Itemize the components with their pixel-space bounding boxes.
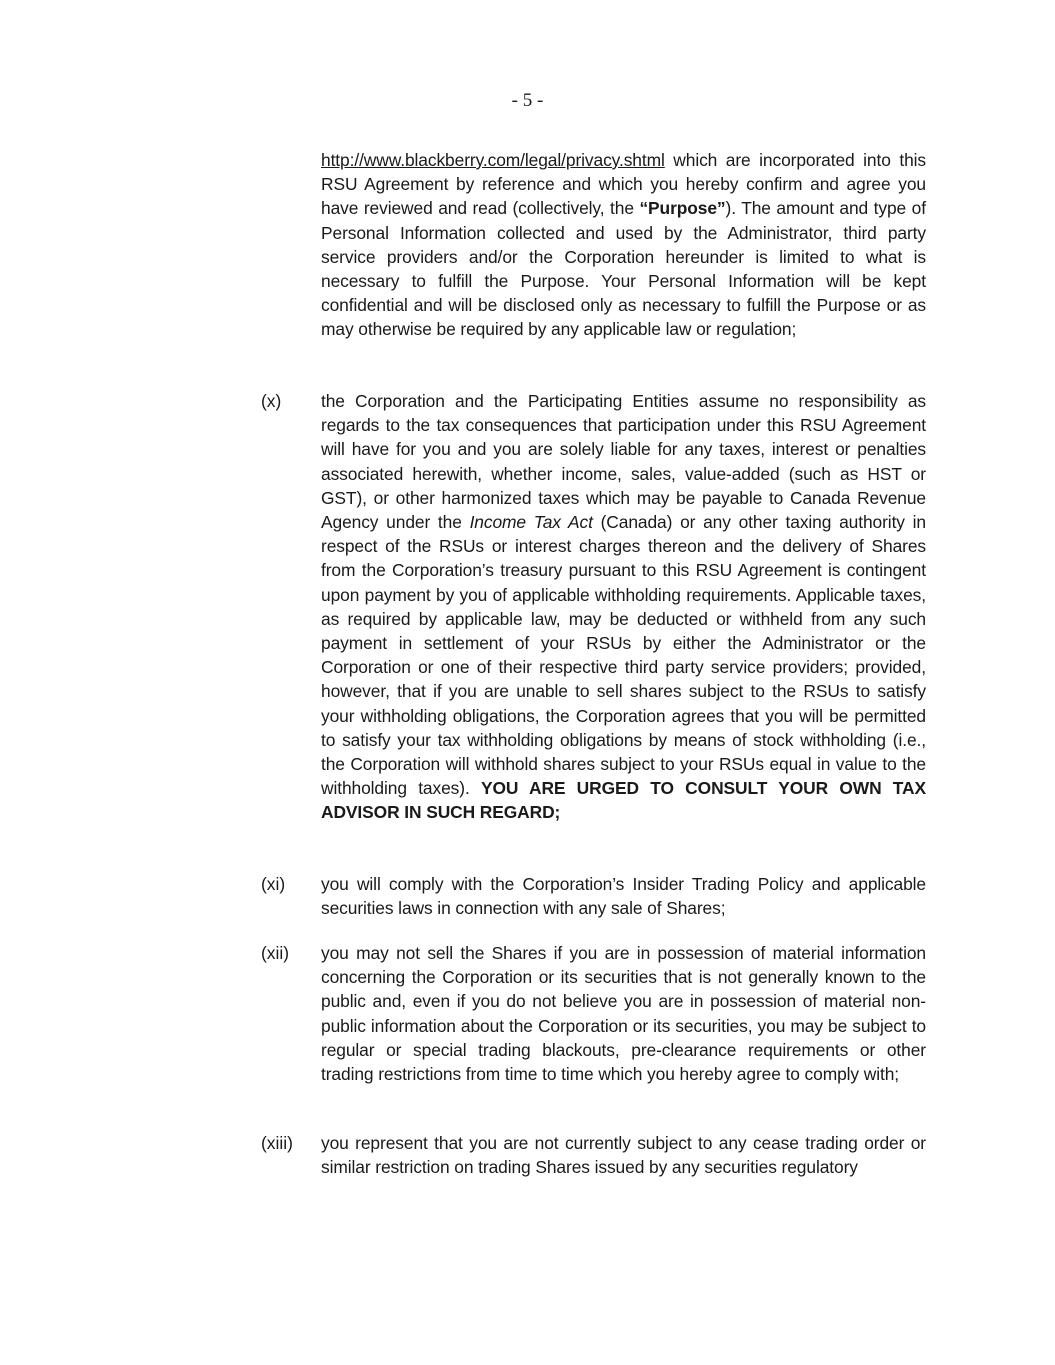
item-text: you will comply with the Corporation’s Insider Trading Policy and applicable securities laws in connection with any sale of Shares; — [321, 874, 926, 919]
item-number: (xi) — [261, 874, 286, 894]
purpose-term: “Purpose” — [639, 198, 726, 219]
continuation-text-b: ). The amount and type of Personal Information collected and used by the Administrator, third party service providers and/or the Corporation hereunder is limited to what is necessary to fulfill the Purpose. Your Personal Information will be kept confidential and will be disclosed only as necessary to fulfill the Purpose or as may otherwise be required by any applicable law or regulation; — [321, 198, 926, 340]
continuation-text-a: which are incorporated into this RSU Agreement by reference and which you hereby confirm and agree you have reviewed and read (collectively, the — [321, 150, 926, 219]
item-text — [321, 389, 926, 825]
privacy-policy-link[interactable]: http://www.blackberry.com/legal/privacy.shtml — [321, 150, 665, 170]
tax-warning: YOU ARE URGED TO CONSULT YOUR OWN TAX ADVISOR IN SUCH REGARD; — [321, 778, 926, 823]
continuation-paragraph — [321, 148, 926, 342]
item-text-b: (Canada) or any other taxing authority in respect of the RSUs or interest charges thereon and the delivery of Shares from the Corporation’s treasury pursuant to this RSU Agreement is contingent upon payment by you of applicable withholding requirements. Applicable taxes, as required by applicable law, may be deducted or withheld from any such payment in settlement of your RSUs by either the Administrator or the Corporation or one of their respective third party service providers; provided, however, that if you are unable to sell shares subject to the RSUs to satisfy your withholding obligations, the Corporation agrees that you will be permitted to satisfy your tax withholding obligations by means of stock withholding (i.e., the Corporation will withhold shares subject to your RSUs equal in value to the withholding taxes). — [321, 512, 926, 799]
item-number: (xii) — [261, 943, 290, 963]
item-number: (xiii) — [261, 1133, 293, 1153]
act-name: Income Tax Act — [469, 512, 593, 533]
item-number: (x) — [261, 391, 282, 411]
item-text-a: the Corporation and the Participating Entities assume no responsibility as regards to the tax consequences that participation under this RSU Agreement will have for you and you are solely liable for any taxes, interest or penalties associated herewith, whether income, sales, value-added (such as HST or GST), or other harmonized taxes which may be payable to Canada Revenue Agency under the — [321, 391, 926, 533]
item-text: you represent that you are not currently subject to any cease trading order or similar restriction on trading Shares issued by any securities regulatory — [321, 1133, 926, 1178]
page-number: - 5 - — [511, 90, 544, 111]
item-text: you may not sell the Shares if you are in possession of material information concerning the Corporation or its securities that is not generally known to the public and, even if you do not believe you are in possession of material non-public information about the Corporation or its securities, you may be subject to regular or special trading blackouts, pre-clearance requirements or other trading restrictions from time to time which you hereby agree to comply with; — [321, 943, 926, 1085]
